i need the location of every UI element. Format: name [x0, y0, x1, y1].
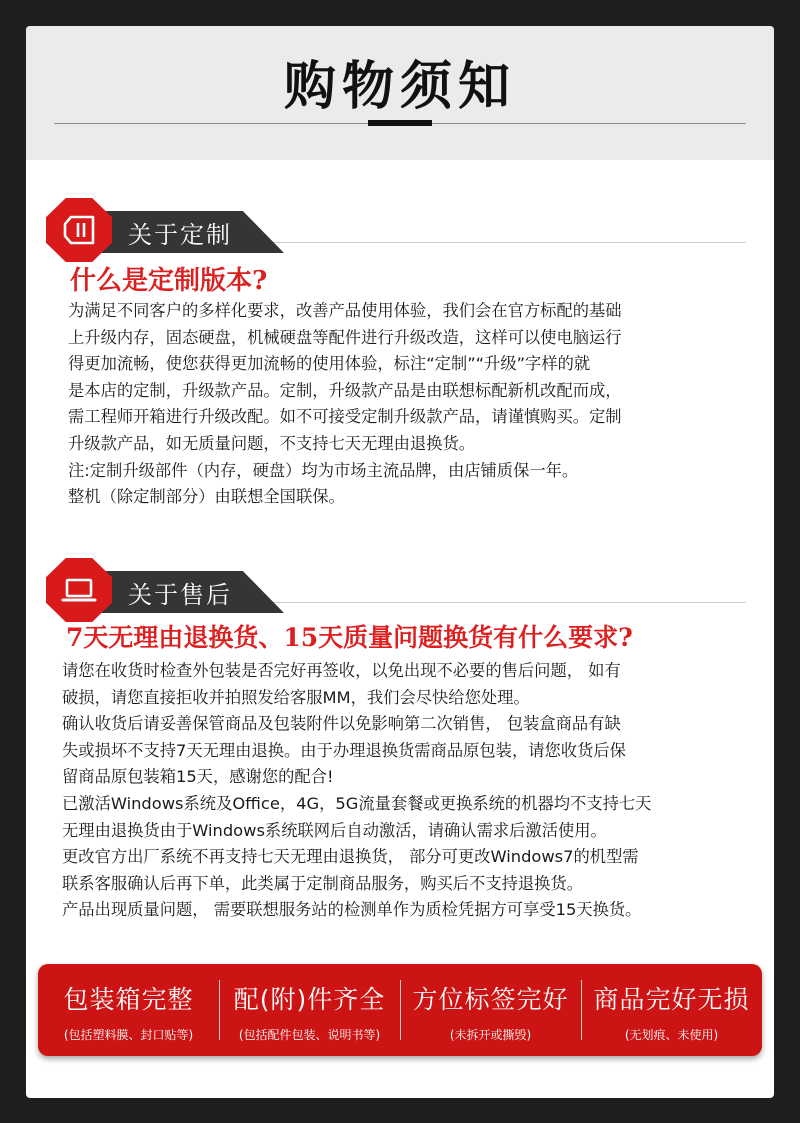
return-conditions-banner — [38, 964, 762, 1056]
text-line: 已激活Windows系统及Office，4G，5G流量套餐或更换系统的机器均不支持七天 — [62, 793, 652, 813]
tag-icon — [46, 198, 112, 262]
section-title-aftersale: 关于售后 — [128, 581, 232, 609]
text-line: 破损，请您直接拒收并拍照发给客服MM，我们会尽快给您处理。 — [62, 687, 530, 707]
banner-sub-text: (包括塑料膜、封口贴等) — [63, 1028, 194, 1042]
text-line: 整机（除定制部分）由联想全国联保。 — [68, 487, 345, 507]
text-line: 确认收货后请妥善保管商品及包装附件以免影响第二次销售， 包装盒商品有缺 — [62, 714, 621, 734]
customization-text — [68, 298, 748, 511]
text-line: 注:定制升级部件（内存，硬盘）均为市场主流品牌，由店铺质保一年。 — [68, 460, 579, 480]
notice-card — [26, 26, 774, 1098]
banner-sub-text: (包括配件包装、说明书等) — [238, 1028, 381, 1042]
banner-sub-text: (未拆开或撕毁) — [449, 1028, 532, 1042]
text-line: 是本店的定制，升级款产品。定制，升级款产品是由联想标配新机改配而成， — [68, 380, 622, 400]
text-line: 得更加流畅，使您获得更加流畅的使用体验，标注“定制”“升级”字样的就 — [68, 354, 591, 374]
text-line: 为满足不同客户的多样化要求，改善产品使用体验，我们会在官方标配的基础 — [68, 301, 622, 320]
banner-main-text: 方位标签完好 — [412, 985, 569, 1014]
title-underline — [368, 120, 432, 126]
text-line: 无理由退换货由于Windows系统联网后自动激活，请确认需求后激活使用。 — [62, 820, 607, 840]
text-line: 上升级内存，固态硬盘，机械硬盘等配件进行升级改造，这样可以使电脑运行 — [68, 327, 622, 347]
text-line: 留商品原包装箱15天，感谢您的配合! — [62, 767, 334, 787]
question-aftersale: 7天无理由退换货、15天质量问题换货有什么要求? — [66, 623, 633, 652]
banner-item — [581, 964, 762, 1056]
text-line: 联系客服确认后再下单，此类属于定制商品服务，购买后不支持退换货。 — [62, 873, 584, 893]
banner-item — [400, 964, 581, 1056]
aftersale-text — [62, 658, 762, 924]
banner-item — [38, 964, 219, 1056]
text-line: 请您在收货时检查外包装是否完好再签收，以免出现不必要的售后问题， 如有 — [62, 661, 621, 680]
text-line: 需工程师开箱进行升级改配。如不可接受定制升级款产品，请谨慎购买。定制 — [68, 407, 622, 427]
page-title: 购物须知 — [283, 57, 516, 117]
question-customization: 什么是定制版本? — [70, 266, 268, 296]
text-line: 升级款产品，如无质量问题，不支持七天无理由退换货。 — [68, 433, 476, 453]
section-title-customization: 关于定制 — [128, 221, 232, 249]
banner-main-text: 配(附)件齐全 — [233, 985, 386, 1014]
text-line: 产品出现质量问题， 需要联想服务站的检测单作为质检凭据方可享受15天换货。 — [62, 900, 642, 920]
section-header-customization — [26, 194, 774, 258]
banner-item — [219, 964, 400, 1056]
text-line: 失或损坏不支持7天无理由退换。由于办理退换货需商品原包装，请您收货后保 — [62, 740, 626, 760]
section-header-aftersale — [26, 554, 774, 618]
banner-sub-text: (无划痕、未使用) — [624, 1028, 719, 1042]
text-line: 更改官方出厂系统不再支持七天无理由退换货， 部分可更改Windows7的机型需 — [62, 847, 639, 867]
banner-main-text: 商品完好无损 — [593, 985, 750, 1014]
banner-main-text: 包装箱完整 — [63, 985, 194, 1014]
page-header — [26, 26, 774, 160]
